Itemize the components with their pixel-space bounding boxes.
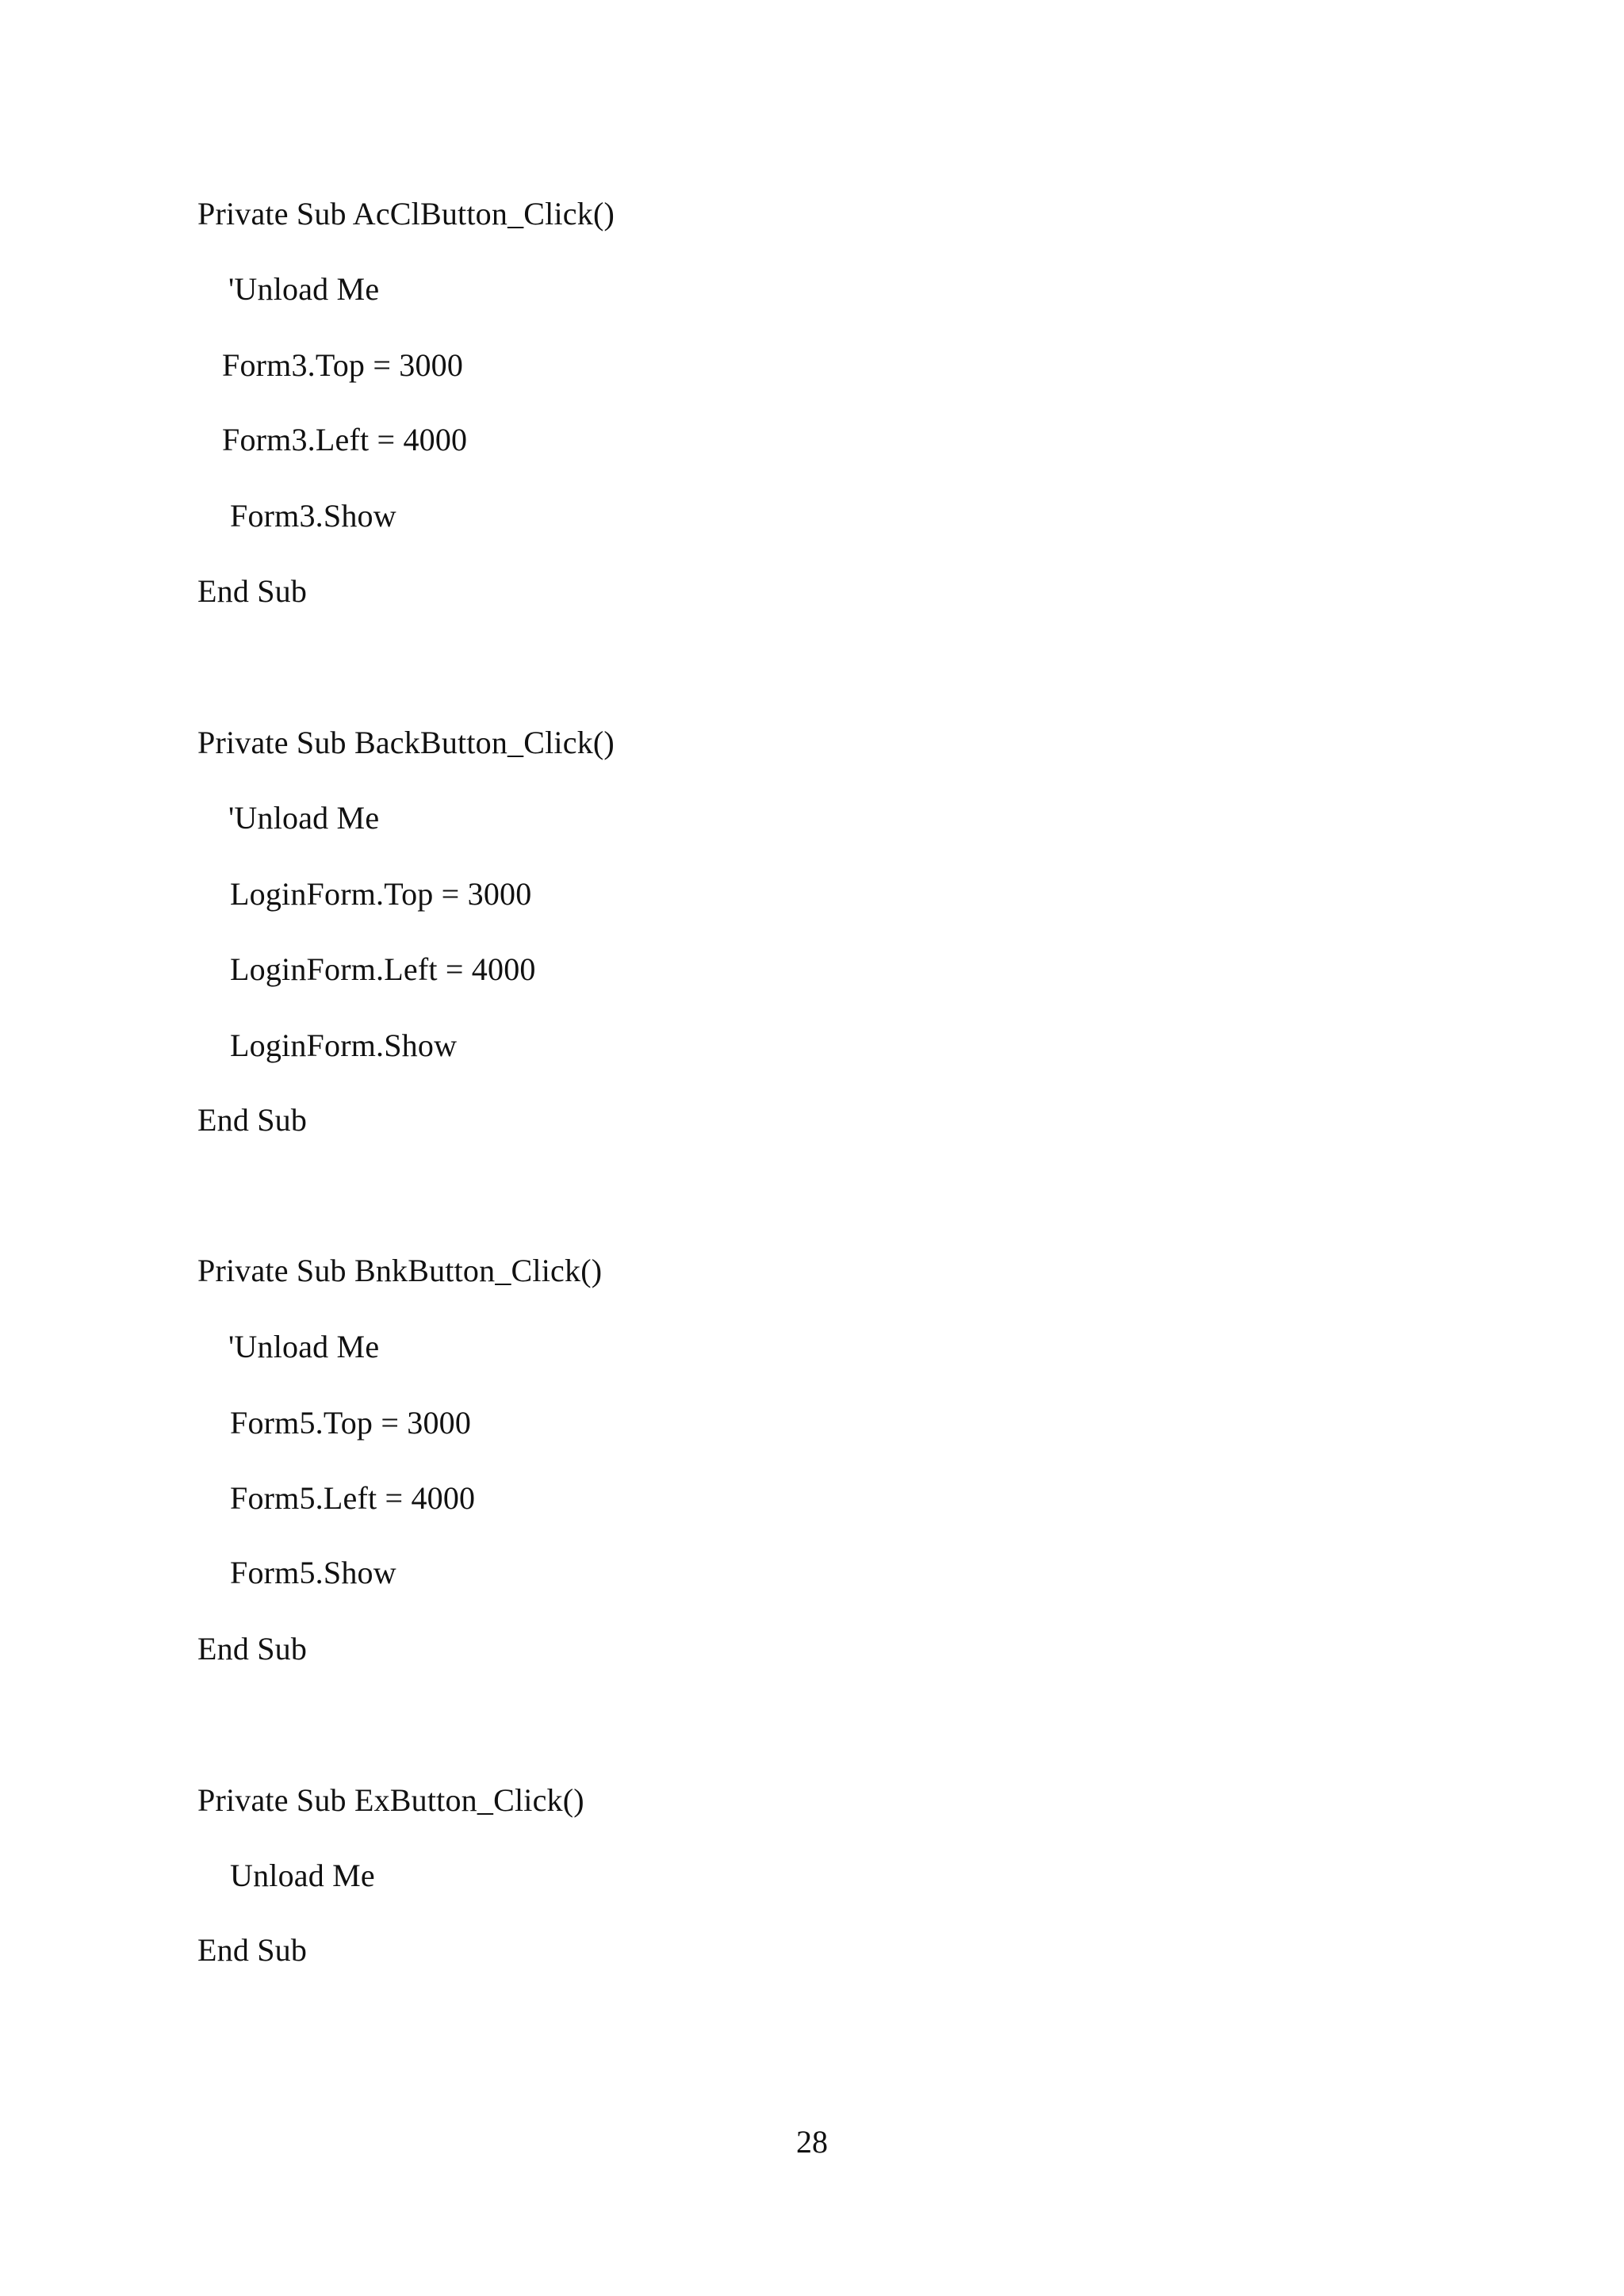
code-line-sub-declaration: Private Sub ExButton_Click() bbox=[197, 1782, 584, 1818]
page-number: 28 bbox=[796, 2124, 828, 2160]
code-line-statement: Form3.Show bbox=[230, 498, 396, 534]
code-line-end-sub: End Sub bbox=[197, 1932, 308, 1968]
code-line-statement: Form5.Show bbox=[230, 1555, 396, 1590]
code-line-statement: Form5.Top = 3000 bbox=[230, 1405, 472, 1441]
code-line-end-sub: End Sub bbox=[197, 573, 308, 609]
code-line-comment: 'Unload Me bbox=[228, 800, 380, 836]
code-line-end-sub: End Sub bbox=[197, 1631, 308, 1667]
code-line-statement: LoginForm.Left = 4000 bbox=[230, 951, 536, 987]
code-line-statement: Unload Me bbox=[230, 1858, 375, 1893]
code-line-sub-declaration: Private Sub AcClButton_Click() bbox=[197, 196, 615, 232]
code-line-sub-declaration: Private Sub BackButton_Click() bbox=[197, 725, 615, 760]
code-line-end-sub: End Sub bbox=[197, 1102, 308, 1138]
code-line-statement: Form5.Left = 4000 bbox=[230, 1480, 476, 1516]
code-line-statement: Form3.Top = 3000 bbox=[222, 347, 464, 383]
code-line-comment: 'Unload Me bbox=[228, 1329, 380, 1364]
code-line-statement: LoginForm.Show bbox=[230, 1027, 458, 1063]
code-line-statement: Form3.Left = 4000 bbox=[222, 422, 468, 457]
code-line-sub-declaration: Private Sub BnkButton_Click() bbox=[197, 1253, 603, 1288]
code-line-statement: LoginForm.Top = 3000 bbox=[230, 876, 532, 912]
code-line-comment: 'Unload Me bbox=[228, 271, 380, 307]
